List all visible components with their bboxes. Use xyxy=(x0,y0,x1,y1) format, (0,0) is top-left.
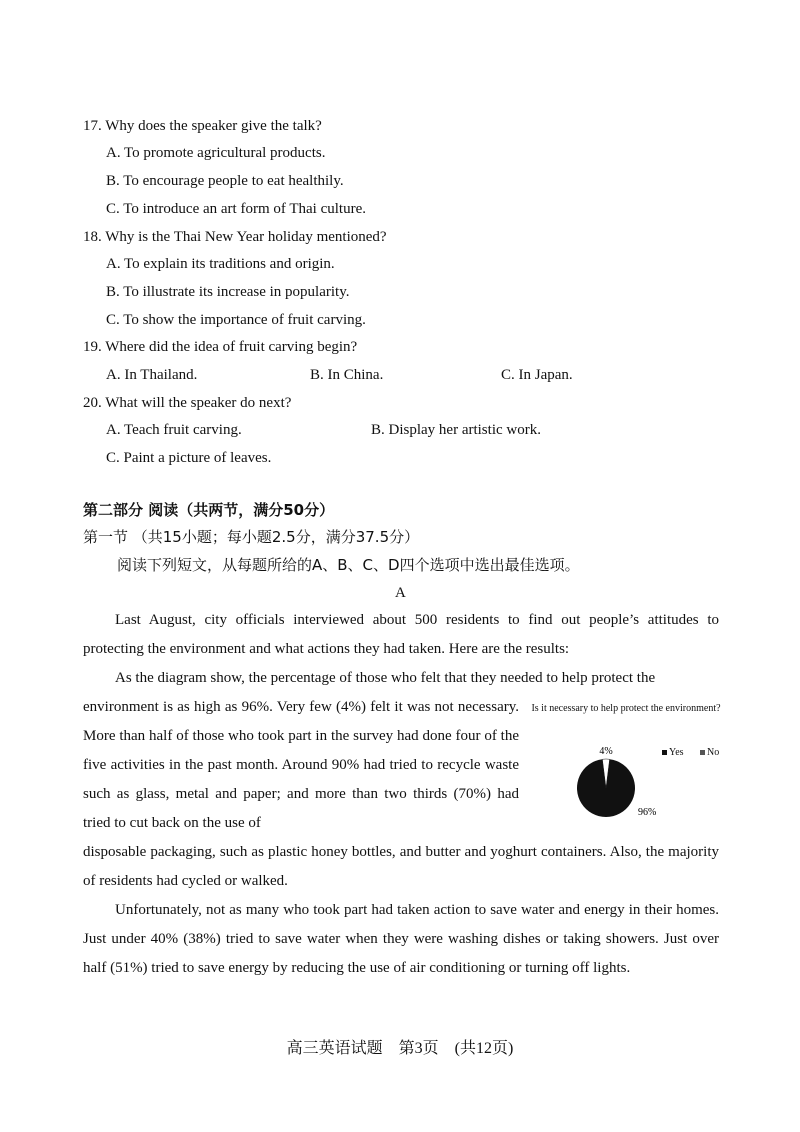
q18-option-b: B. To illustrate its increase in popularity. xyxy=(106,284,350,300)
pie-chart xyxy=(526,703,726,833)
q17-stem: 17. Why does the speaker give the talk? xyxy=(83,118,322,134)
q19-option-b: B. In China. xyxy=(310,367,384,383)
q20-option-b: B. Display her artistic work. xyxy=(371,422,541,438)
q20-option-c: C. Paint a picture of leaves. xyxy=(106,450,272,466)
pie-label-yes: 96% xyxy=(638,807,657,818)
q19-option-c: C. In Japan. xyxy=(501,367,573,383)
reading-instruction: 阅读下列短文，从每题所给的A、B、C、D四个选项中选出最佳选项。 xyxy=(117,556,580,574)
q19-stem: 19. Where did the idea of fruit carving begin? xyxy=(83,339,358,355)
q17-option-a: A. To promote agricultural products. xyxy=(106,145,326,161)
page-footer: 高三英语试题 第3页 (共12页) xyxy=(286,1040,514,1057)
passage-paragraph-3: Unfortunately, not as many who took part had taken action to save water and energy in their homes. Just under 40% (38%) tried to save water when they were washing dishes or taking showers. Just over half (51%) tried to save energy by reducing the use of air conditioning or turning off lights. xyxy=(83,902,719,976)
pie-label-no: 4% xyxy=(599,746,613,757)
q19-option-a: A. In Thailand. xyxy=(106,367,198,383)
passage-paragraph-2-continued: disposable packaging, such as plastic honey bottles, and butter and yoghurt containers. Also, the majority of residents had cycled or walked. xyxy=(83,844,719,889)
passage-paragraph-2-wrapped: environment is as high as 96%. Very few (4%) felt it was not necessary. More than half of those who took part in the survey had done four of the five activities in the past month. Around 90% had tried to recycle waste such as glass, metal and paper; and more than two thirds (70%) had tried to cut back on the use of xyxy=(83,699,519,831)
legend-label-no: No xyxy=(707,747,720,758)
part-heading: 第二部分 阅读（共两节，满分50分） xyxy=(83,501,335,519)
q18-option-c: C. To show the importance of fruit carving. xyxy=(106,312,366,328)
q17-option-c: C. To introduce an art form of Thai culture. xyxy=(106,201,366,217)
chart-title: Is it necessary to help protect the environment? xyxy=(531,703,721,714)
q20-option-a: A. Teach fruit carving. xyxy=(106,422,242,438)
q17-option-b: B. To encourage people to eat healthily. xyxy=(106,173,344,189)
section-heading: 第一节 （共15小题；每小题2.5分，满分37.5分） xyxy=(83,528,420,546)
q18-option-a: A. To explain its traditions and origin. xyxy=(106,256,335,272)
passage-paragraph-1: Last August, city officials interviewed about 500 residents to find out people’s attitudes to protecting the environment and what actions they had taken. Here are the results: xyxy=(83,612,719,657)
pie-svg xyxy=(526,703,726,833)
passage-label: A xyxy=(395,585,406,601)
q18-stem: 18. Why is the Thai New Year holiday mentioned? xyxy=(83,229,387,245)
q20-stem: 20. What will the speaker do next? xyxy=(83,395,292,411)
legend-label-yes: Yes xyxy=(669,747,684,758)
passage-paragraph-2-first-line: As the diagram show, the percentage of those who felt that they needed to help protect the xyxy=(115,670,656,686)
